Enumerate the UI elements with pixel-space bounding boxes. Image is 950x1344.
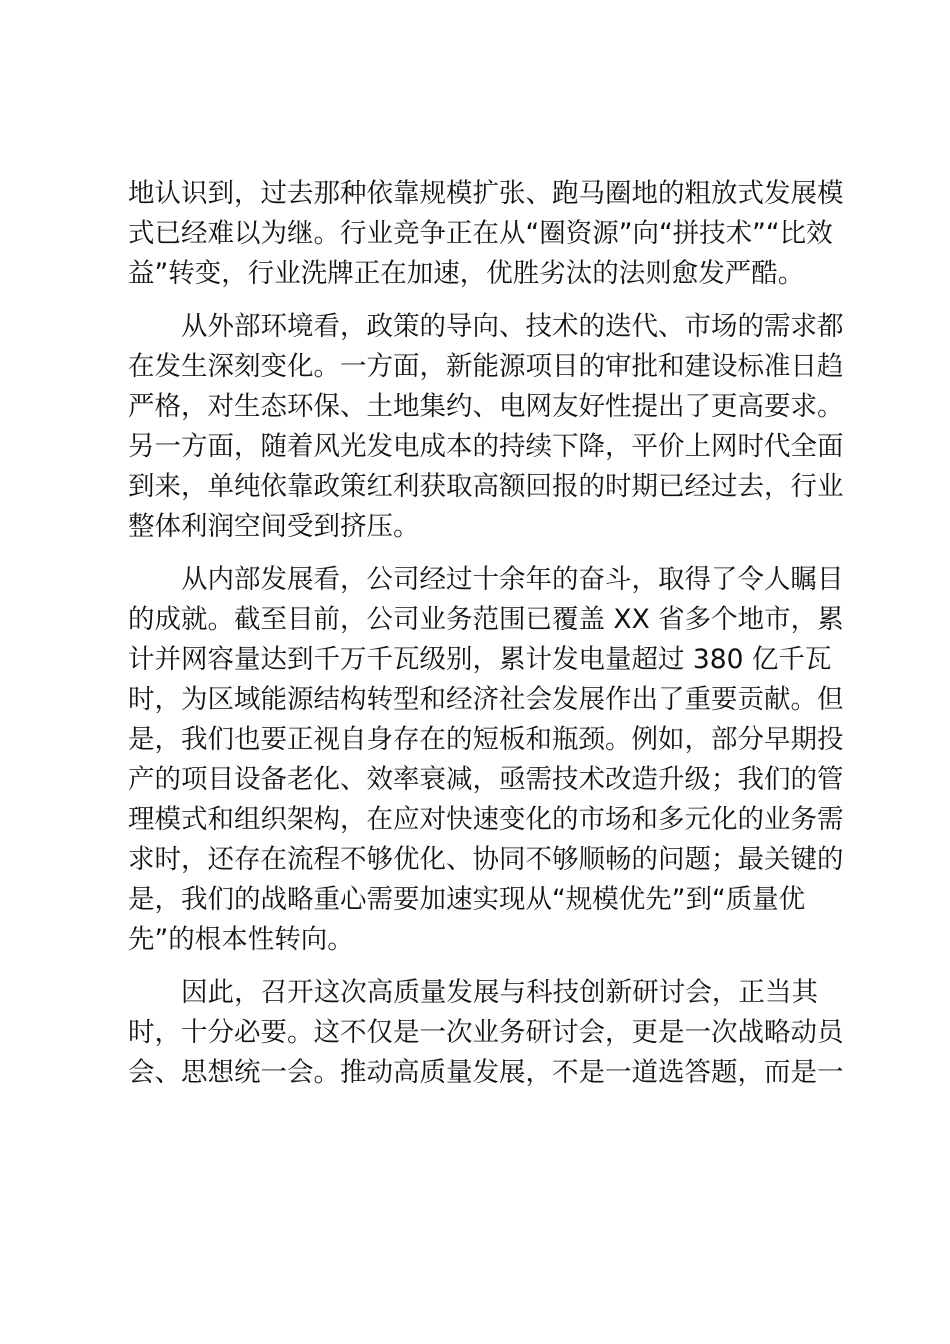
text-line: 整体利润空间受到挤压。 bbox=[128, 511, 420, 542]
text-line: 地认识到，过去那种依靠规模扩张、跑马圈地的粗放式发展模 bbox=[128, 178, 844, 209]
text-line: 理模式和组织架构，在应对快速变化的市场和多元化的业务需 bbox=[128, 804, 844, 835]
text-line: 的成就。截至目前，公司业务范围已覆盖 XX 省多个地市，累 bbox=[128, 604, 844, 635]
text-line: 计并网容量达到千万千瓦级别，累计发电量超过 380 亿千瓦 bbox=[128, 644, 832, 675]
paragraph-spacer bbox=[128, 547, 818, 560]
paragraph-spacer bbox=[128, 960, 818, 973]
text-line: 从外部环境看，政策的导向、技术的迭代、市场的需求都 bbox=[181, 311, 844, 342]
paragraph-2 bbox=[128, 307, 844, 547]
text-line: 严格，对生态环保、土地集约、电网友好性提出了更高要求。 bbox=[128, 391, 844, 422]
text-line: 是，我们也要正视自身存在的短板和瓶颈。例如，部分早期投 bbox=[128, 724, 844, 755]
paragraph-3 bbox=[128, 560, 844, 960]
text-line: 在发生深刻变化。一方面，新能源项目的审批和建设标准日趋 bbox=[128, 351, 844, 382]
document-body bbox=[128, 174, 844, 1093]
text-line: 另一方面，随着风光发电成本的持续下降，平价上网时代全面 bbox=[128, 431, 844, 462]
text-line: 会、思想统一会。推动高质量发展，不是一道选答题，而是一 bbox=[128, 1057, 844, 1088]
text-line: 因此，召开这次高质量发展与科技创新研讨会，正当其 bbox=[181, 977, 818, 1008]
text-line: 求时，还存在流程不够优化、协同不够顺畅的问题；最关键的 bbox=[128, 844, 844, 875]
text-line: 产的项目设备老化、效率衰减，亟需技术改造升级；我们的管 bbox=[128, 764, 844, 795]
text-line: 时，为区域能源结构转型和经济社会发展作出了重要贡献。但 bbox=[128, 684, 844, 715]
text-line: 是，我们的战略重心需要加速实现从“规模优先”到“质量优 bbox=[128, 884, 806, 915]
paragraph-4 bbox=[128, 973, 844, 1093]
text-line: 式已经难以为继。行业竞争正在从“圈资源”向“拼技术”“比效 bbox=[128, 218, 833, 249]
text-line: 到来，单纯依靠政策红利获取高额回报的时期已经过去，行业 bbox=[128, 471, 844, 502]
paragraph-spacer bbox=[128, 294, 818, 307]
paragraph-1 bbox=[128, 174, 844, 294]
text-line: 从内部发展看，公司经过十余年的奋斗，取得了令人瞩目 bbox=[181, 564, 844, 595]
text-line: 益”转变，行业洗牌正在加速，优胜劣汰的法则愈发严酷。 bbox=[128, 258, 805, 289]
text-line: 先”的根本性转向。 bbox=[128, 924, 354, 955]
text-line: 时，十分必要。这不仅是一次业务研讨会，更是一次战略动员 bbox=[128, 1017, 844, 1048]
